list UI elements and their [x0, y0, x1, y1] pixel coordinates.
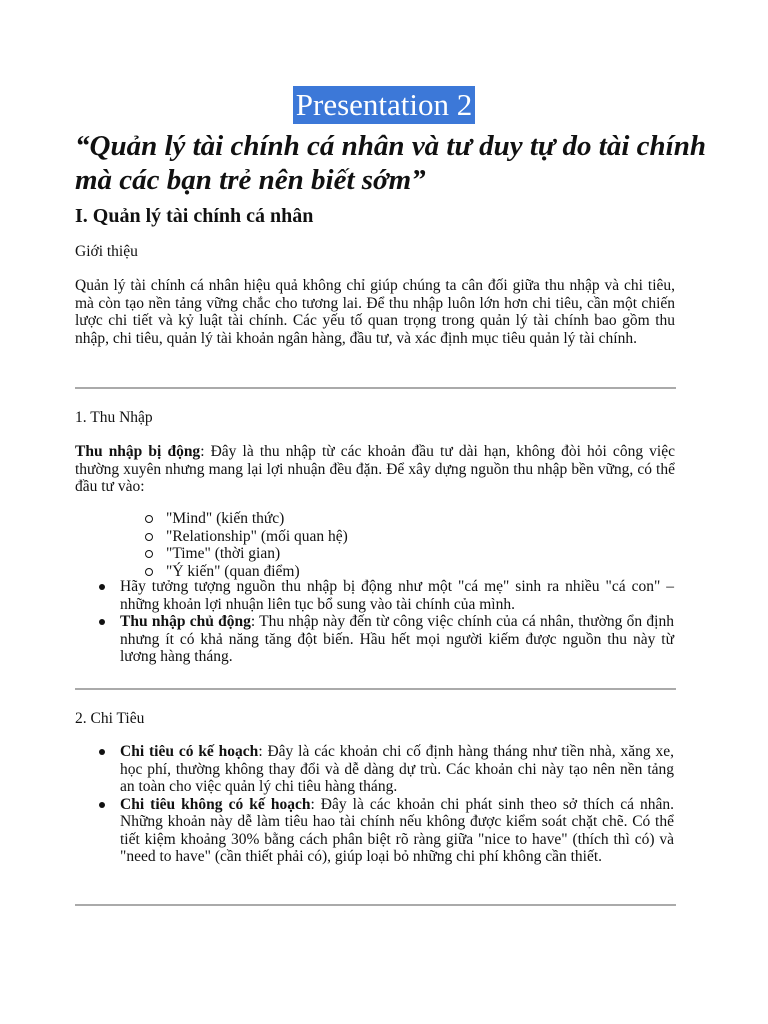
passive-income-text: : Đây là thu nhập từ các khoản đầu tư dài hạn, không đòi hỏi công việc thường xuyên nhưng mang lại lợi nhuận đều đặn. Để xây dựng nguồn thu nhập bền vững, có thể đầu tư vào:: [75, 443, 675, 495]
page-title: Presentation 2: [293, 86, 476, 124]
intro-paragraph: Quản lý tài chính cá nhân hiệu quả không chỉ giúp chúng ta cân đối giữa thu nhập và chi tiêu, mà còn tạo nền tảng vững chắc cho tương lai. Để thu nhập luôn lớn hơn chi tiêu, cần một chiến lược chi tiết và kỷ luật tài chính. Các yếu tố quan trọng trong quản lý tài chính bao gồm thu nhập, chi tiêu, quản lý tài khoản ngân hàng, đầu tư, và xác định mục tiêu quản lý tài chính.: [75, 277, 675, 347]
investment-sub-list: [145, 510, 545, 580]
page-subtitle: “Quản lý tài chính cá nhân và tư duy tự do tài chính mà các bạn trẻ nên biết sớm”: [75, 130, 706, 196]
unplanned-spending-text: : Đây là các khoản chi phát sinh theo sở thích cá nhân. Những khoản này dễ làm tiêu hao tài chính nếu không được kiểm soát chặt chẽ. Có thể tiết kiệm khoảng 30% bằng cách phân biệt rõ ràng giữa "nice to have" (thích thì có) và "need to have" (cần thiết phải có), giúp loại bỏ những chi phí không cần thiết.: [120, 795, 675, 865]
circle-bullet-icon: [145, 550, 153, 558]
list-item-text: "Time" (thời gian): [166, 545, 281, 562]
passive-income-paragraph: [75, 443, 675, 496]
income-bullet-list: [97, 578, 674, 666]
divider: [75, 387, 676, 389]
circle-bullet-icon: [145, 515, 153, 523]
title-container: [0, 86, 768, 124]
bullet-icon: [99, 584, 105, 590]
list-item: [145, 528, 545, 546]
unplanned-spending-label: Chi tiêu không có kế hoạch: [120, 795, 311, 813]
list-item-text: "Ý kiến" (quan điểm): [166, 562, 300, 580]
list-item: [97, 796, 674, 866]
passive-income-label: Thu nhập bị động: [75, 443, 201, 460]
list-item: [145, 510, 545, 528]
bullet-icon: [99, 749, 105, 755]
list-item: [97, 743, 674, 796]
list-item: [97, 613, 674, 666]
list-item: [145, 545, 545, 563]
active-income-text: : Thu nhập này đến từ công việc chính của cá nhân, thường ổn định nhưng ít có khả năng tăng đột biến. Hầu hết mọi người kiếm được nguồn thu này từ lương hàng tháng.: [120, 613, 674, 665]
bullet-icon: [99, 619, 105, 625]
list-item: [97, 578, 674, 613]
spending-bullet-list: [97, 743, 674, 866]
planned-spending-label: Chi tiêu có kế hoạch: [120, 743, 259, 760]
list-item-text: "Mind" (kiến thức): [166, 510, 285, 527]
bullet-icon: [99, 802, 105, 808]
income-heading: 1. Thu Nhập: [75, 409, 153, 426]
divider: [75, 688, 676, 690]
circle-bullet-icon: [145, 568, 153, 576]
active-income-label: Thu nhập chủ động: [120, 613, 251, 630]
intro-label: Giới thiệu: [75, 243, 138, 260]
section-heading: I. Quản lý tài chính cá nhân: [75, 205, 314, 227]
list-item-text: "Relationship" (mối quan hệ): [166, 527, 348, 545]
circle-bullet-icon: [145, 533, 153, 541]
divider: [75, 904, 676, 906]
spending-heading: 2. Chi Tiêu: [75, 710, 145, 727]
list-item-text: Hãy tưởng tượng nguồn thu nhập bị động như một "cá mẹ" sinh ra nhiều "cá con" – những khoản lợi nhuận liên tục bổ sung vào tài chính của mình.: [120, 578, 674, 613]
planned-spending-text: : Đây là các khoản chi cố định hàng tháng như tiền nhà, xăng xe, học phí, thường không thay đổi và dễ dàng dự trù. Các khoản chi này tạo nên nền tảng an toàn cho việc quản lý chi tiêu hàng tháng.: [120, 743, 674, 795]
